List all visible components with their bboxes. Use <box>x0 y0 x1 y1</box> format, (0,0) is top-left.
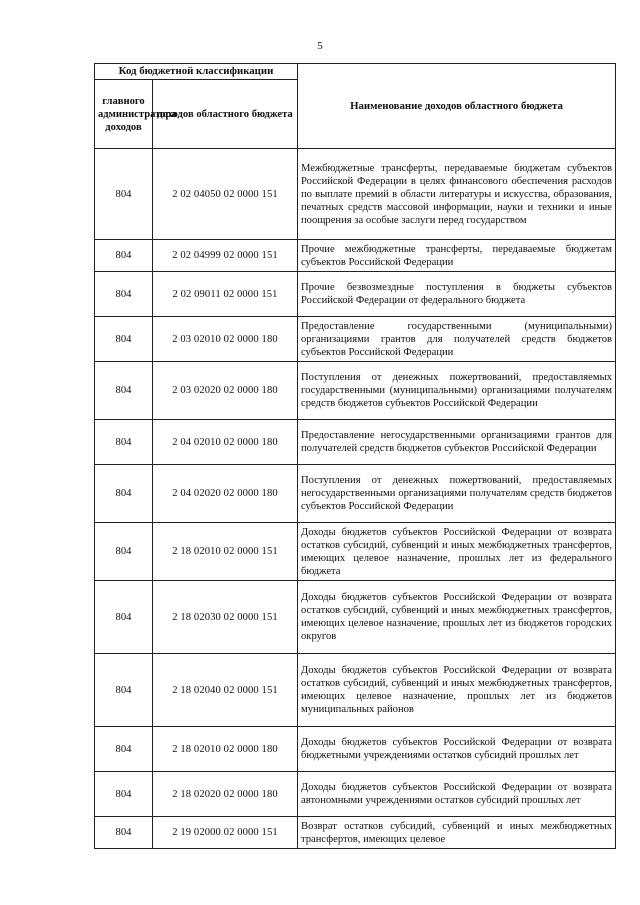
admin-code-cell: 804 <box>95 772 153 817</box>
admin-code-cell: 804 <box>95 817 153 849</box>
income-name-cell: Предоставление негосударственными организациями грантов для получателей средств бюджетов субъектов Российской Федерации <box>298 420 616 465</box>
table-row <box>95 523 616 581</box>
table-row <box>95 240 616 272</box>
admin-code-cell: 804 <box>95 149 153 240</box>
admin-code-cell: 804 <box>95 317 153 362</box>
income-name-cell: Предоставление государственными (муниципальными) организациями грантов для получателей средств бюджетов субъектов Российской Федерации <box>298 317 616 362</box>
income-name-cell: Возврат остатков субсидий, субвенций и иных межбюджетных трансфертов, имеющих целевое <box>298 817 616 849</box>
income-name-cell: Поступления от денежных пожертвований, предоставляемых государственными (муниципальными) организациями получателям средств бюджетов субъектов Российской Федерации <box>298 362 616 420</box>
page-number: 5 <box>317 40 323 52</box>
table-row <box>95 465 616 523</box>
budget-classification-table <box>94 63 616 849</box>
income-code-cell: 2 02 09011 02 0000 151 <box>153 272 298 317</box>
income-code-cell: 2 18 02040 02 0000 151 <box>153 654 298 727</box>
table-row <box>95 420 616 465</box>
admin-code-cell: 804 <box>95 272 153 317</box>
income-name-cell: Прочие межбюджетные трансферты, передаваемые бюджетам субъектов Российской Федерации <box>298 240 616 272</box>
income-code-cell: 2 04 02020 02 0000 180 <box>153 465 298 523</box>
income-code-cell: 2 03 02020 02 0000 180 <box>153 362 298 420</box>
table-row <box>95 727 616 772</box>
income-code-cell: 2 02 04050 02 0000 151 <box>153 149 298 240</box>
income-code-cell: 2 03 02010 02 0000 180 <box>153 317 298 362</box>
income-name-cell: Доходы бюджетов субъектов Российской Федерации от возврата бюджетными учреждениями остатков субсидий прошлых лет <box>298 727 616 772</box>
table-row <box>95 362 616 420</box>
income-name-cell: Прочие безвозмездные поступления в бюджеты субъектов Российской Федерации от федерального бюджета <box>298 272 616 317</box>
admin-code-cell: 804 <box>95 465 153 523</box>
income-code-cell: 2 02 04999 02 0000 151 <box>153 240 298 272</box>
income-code-cell: 2 18 02020 02 0000 180 <box>153 772 298 817</box>
table-header-row <box>95 64 616 80</box>
table-row <box>95 654 616 727</box>
admin-code-cell: 804 <box>95 362 153 420</box>
header-col-income: доходов областного бюджета <box>153 80 298 149</box>
admin-code-cell: 804 <box>95 240 153 272</box>
income-code-cell: 2 18 02010 02 0000 151 <box>153 523 298 581</box>
header-col-admin: главного администратора доходов <box>95 80 153 149</box>
income-code-cell: 2 19 02000 02 0000 151 <box>153 817 298 849</box>
admin-code-cell: 804 <box>95 581 153 654</box>
income-code-cell: 2 18 02010 02 0000 180 <box>153 727 298 772</box>
table-row <box>95 817 616 849</box>
income-name-cell: Поступления от денежных пожертвований, предоставляемых негосударственными организациями получателям средств бюджетов субъектов Российской Федерации <box>298 465 616 523</box>
table-row <box>95 149 616 240</box>
admin-code-cell: 804 <box>95 654 153 727</box>
admin-code-cell: 804 <box>95 523 153 581</box>
income-name-cell: Межбюджетные трансферты, передаваемые бюджетам субъектов Российской Федерации в целях финансового обеспечения расходов по выплате премий в области литературы и искусства, образования, печатных средств массовой информации, науки и техники и иные поощрения за особые заслуги перед государством <box>298 149 616 240</box>
table-row <box>95 772 616 817</box>
income-code-cell: 2 04 02010 02 0000 180 <box>153 420 298 465</box>
admin-code-cell: 804 <box>95 727 153 772</box>
table-row <box>95 317 616 362</box>
income-name-cell: Доходы бюджетов субъектов Российской Федерации от возврата остатков субсидий, субвенций и иных межбюджетных трансфертов, имеющих целевое назначение, прошлых лет из бюджетов муниципальных районов <box>298 654 616 727</box>
table-row <box>95 581 616 654</box>
admin-code-cell: 804 <box>95 420 153 465</box>
income-name-cell: Доходы бюджетов субъектов Российской Федерации от возврата остатков субсидий, субвенций и иных межбюджетных трансфертов, имеющих целевое назначение, прошлых лет из бюджетов городских округов <box>298 581 616 654</box>
income-name-cell: Доходы бюджетов субъектов Российской Федерации от возврата автономными учреждениями остатков субсидий прошлых лет <box>298 772 616 817</box>
header-group-title: Код бюджетной классификации <box>95 64 298 80</box>
income-code-cell: 2 18 02030 02 0000 151 <box>153 581 298 654</box>
table-row <box>95 272 616 317</box>
income-name-cell: Доходы бюджетов субъектов Российской Федерации от возврата остатков субсидий, субвенций и иных межбюджетных трансфертов, имеющих целевое назначение, прошлых лет из федерального бюджета <box>298 523 616 581</box>
header-col-name: Наименование доходов областного бюджета <box>298 64 616 149</box>
